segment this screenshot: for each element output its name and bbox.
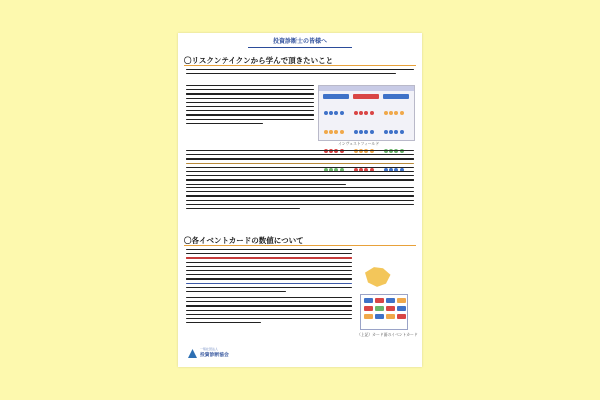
section-2-paragraph-2 bbox=[186, 297, 352, 326]
figure-1-caption: インヴェストフィールド bbox=[338, 141, 380, 146]
section-1-paragraph-1 bbox=[186, 85, 314, 127]
publisher-logo bbox=[188, 347, 248, 361]
section-1-rule bbox=[184, 65, 416, 66]
figure-2-caption: （上記）カード面のイベントカード bbox=[357, 332, 418, 337]
figure-board-center bbox=[353, 94, 379, 135]
section-1-paragraph-3 bbox=[186, 187, 414, 212]
document-page bbox=[178, 33, 422, 367]
section-2-title: 〇各イベントカードの数値について bbox=[184, 236, 304, 245]
section-2-paragraph-1 bbox=[186, 249, 352, 295]
section-1-paragraph-2 bbox=[186, 150, 414, 188]
section-2-rule bbox=[184, 245, 416, 246]
event-card-illustration bbox=[360, 294, 408, 330]
event-card-figure bbox=[356, 266, 418, 352]
document-header: 投資診断士の皆様へ bbox=[248, 37, 352, 48]
publisher-name: 投資診断協会 bbox=[200, 353, 229, 358]
publisher-mark-icon bbox=[188, 349, 197, 358]
investfield-figure bbox=[318, 85, 415, 141]
section-1-title: 〇リスクンテイクンから学んで頂きたいこと bbox=[184, 56, 334, 65]
figure-board-right bbox=[383, 94, 409, 135]
figure-board-left bbox=[323, 94, 349, 135]
section-1-intro bbox=[186, 69, 414, 77]
publisher-sub: 一般社団法人 bbox=[200, 347, 219, 351]
japan-map-illustration bbox=[362, 266, 392, 288]
figure-title-bar bbox=[319, 86, 414, 91]
